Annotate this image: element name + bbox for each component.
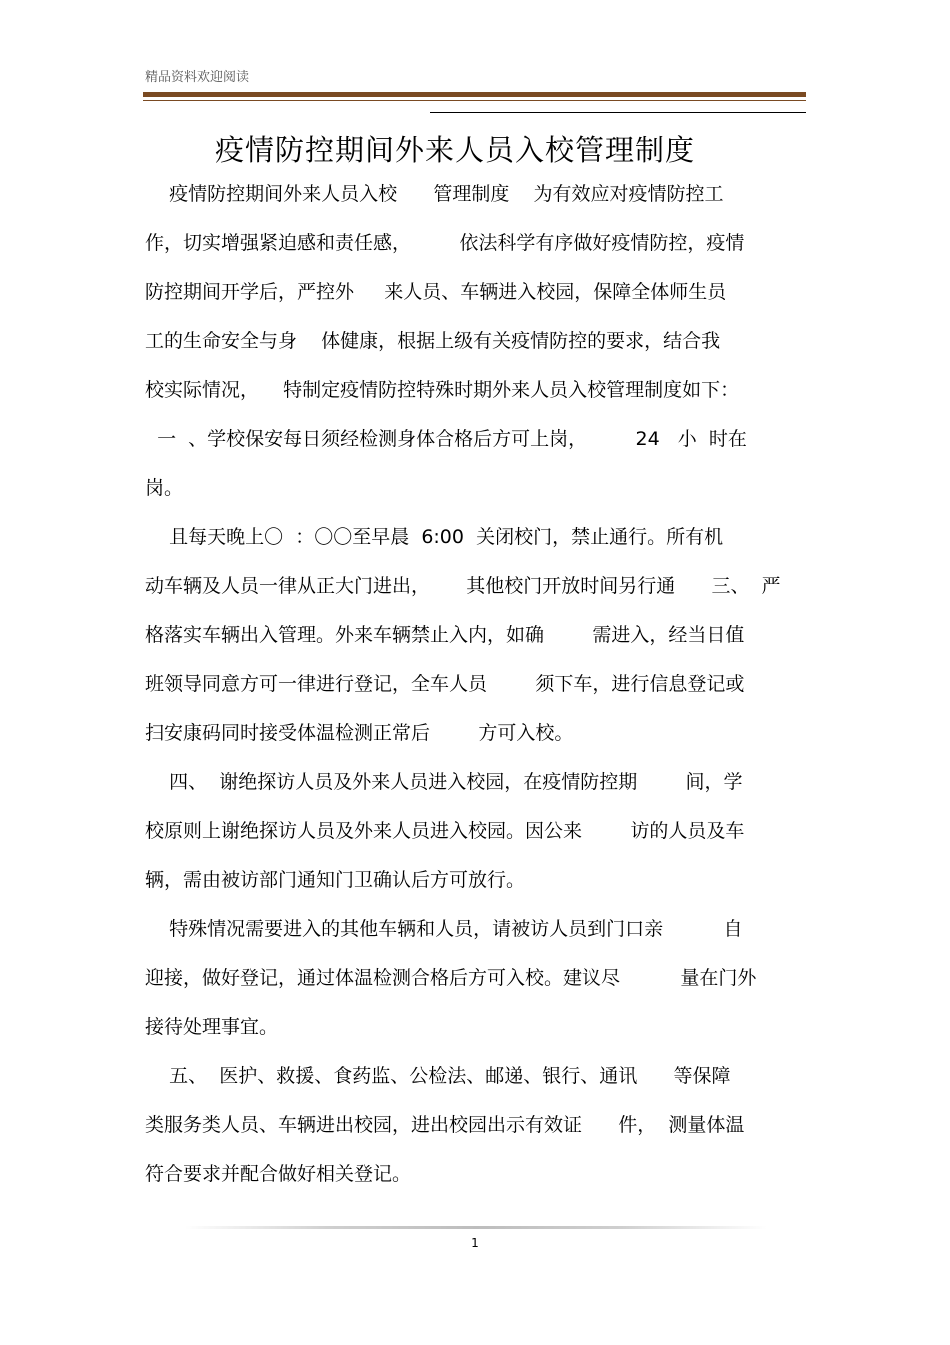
body-line: 且每天晚上〇 ：〇〇至早晨 6:00 关闭校门，禁止通行。所有机 — [145, 526, 724, 548]
body-line: 班领导同意方可一律进行登记，全车人员 须下车，进行信息登记或 — [145, 673, 745, 695]
body-line: 特殊情况需要进入的其他车辆和人员，请被访人员到门口亲 自 — [145, 918, 743, 940]
body-line: 防控期间开学后，严控外 来人员、车辆进入校园，保障全体师生员 — [145, 281, 727, 303]
header-rule-thin — [143, 100, 806, 101]
body-line: 校原则上谢绝探访人员及外来人员进入校园。因公来 访的人员及车 — [145, 820, 745, 842]
footer-rule — [185, 1226, 767, 1229]
page-number: 1 — [471, 1236, 479, 1250]
document-title — [0, 128, 950, 169]
body-line: 岗。 — [145, 477, 184, 499]
document-body — [145, 170, 807, 1199]
body-line: 格落实车辆出入管理。外来车辆禁止入内，如确 需进入，经当日值 — [145, 624, 745, 646]
body-line: 类服务类人员、车辆进出校园，进出校园出示有效证 件， 测量体温 — [145, 1114, 745, 1136]
body-line: 工的生命安全与身 体健康，根据上级有关疫情防控的要求，结合我 — [145, 330, 721, 352]
body-line: 辆，需由被访部门通知门卫确认后方可放行。 — [145, 869, 526, 891]
body-line: 五、 医护、救援、食药监、公检法、邮递、银行、通讯 等保障 — [145, 1065, 731, 1087]
body-line: 校实际情况， 特制定疫情防控特殊时期外来人员入校管理制度如下： — [145, 379, 740, 401]
body-line: 符合要求并配合做好相关登记。 — [145, 1163, 412, 1185]
title-top-rule — [430, 112, 806, 113]
body-line: 四、 谢绝探访人员及外来人员进入校园，在疫情防控期 间，学 — [145, 771, 743, 793]
header-rule-thick — [143, 92, 806, 97]
body-line: 扫安康码同时接受体温检测正常后 方可入校。 — [145, 722, 574, 744]
body-line: 一 、学校保安每日须经检测身体合格后方可上岗， 24 小 时在 — [145, 428, 747, 450]
page-header-text: 精品资料欢迎阅读 — [145, 70, 250, 85]
body-line: 疫情防控期间外来人员入校 管理制度 为有效应对疫情防控工 — [145, 183, 724, 205]
body-line: 接待处理事宜。 — [145, 1016, 279, 1038]
body-line: 作，切实增强紧迫感和责任感， 依法科学有序做好疫情防控，疫情 — [145, 232, 745, 254]
body-line: 动车辆及人员一律从正大门进出， 其他校门开放时间另行通 三、 严 — [145, 575, 781, 597]
body-line: 迎接，做好登记，通过体温检测合格后方可入校。建议尽 量在门外 — [145, 967, 757, 989]
document-title-text: 疫情防控期间外来人员入校管理制度 — [214, 133, 695, 167]
